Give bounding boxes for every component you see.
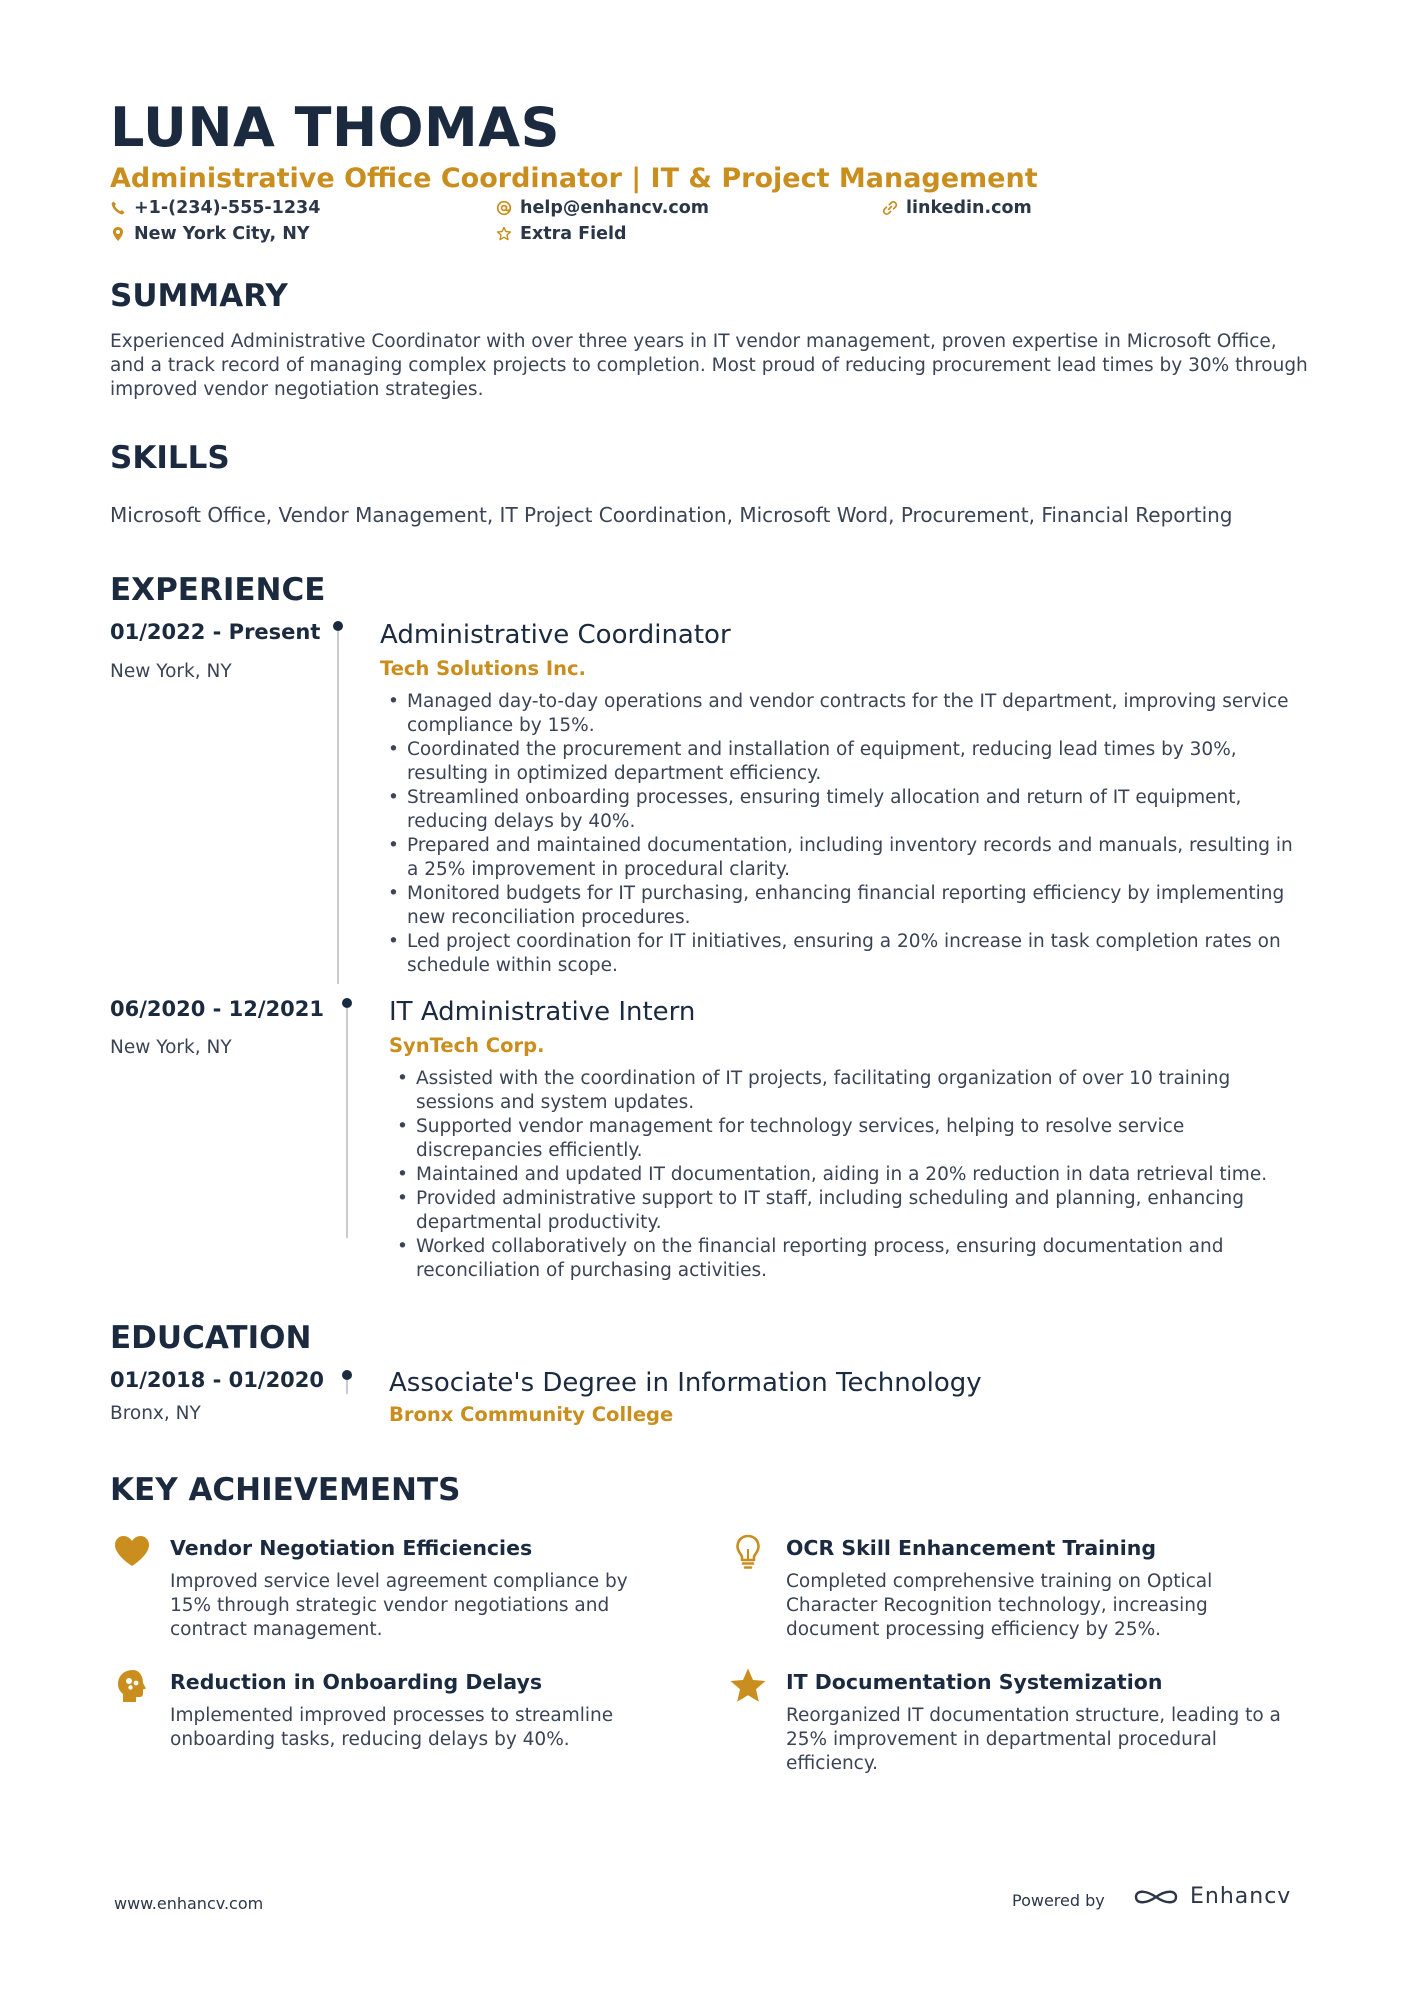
list-item: • Supported vendor management for technology services, helping to resolve service discrepancies efficiently. — [389, 1115, 1289, 1163]
job-1-dates: 01/2022 - Present — [110, 620, 321, 644]
timeline-line — [346, 1380, 348, 1394]
location-pin-icon — [110, 226, 126, 242]
job-2-company: SynTech Corp. — [389, 1034, 545, 1057]
skills-heading: SKILLS — [110, 440, 230, 476]
education-dates: 01/2018 - 01/2020 — [110, 1368, 325, 1392]
candidate-title: Administrative Office Coordinator | IT & Project Management — [110, 163, 1038, 194]
education-location: Bronx, NY — [110, 1403, 201, 1424]
list-item: • Monitored budgets for IT purchasing, enhancing financial reporting efficiency by implementing new reconciliation procedures. — [380, 882, 1300, 930]
contact-email-text: help@enhancv.com — [520, 198, 710, 218]
achievement-4-desc: Reorganized IT documentation structure, leading to a 25% improvement in departmental procedural efficiency. — [786, 1705, 1281, 1774]
phone-icon — [110, 200, 126, 216]
at-sign-icon — [496, 200, 512, 216]
contact-location — [110, 222, 310, 246]
contact-extra-text: Extra Field — [520, 224, 627, 244]
achievement-4-title: IT Documentation Systemization — [786, 1670, 1163, 1694]
list-item: • Prepared and maintained documentation, including inventory records and manuals, resulting in a 25% improvement in procedural clarity. — [380, 834, 1300, 882]
contact-location-text: New York City, NY — [134, 224, 310, 244]
link-icon — [882, 200, 898, 216]
timeline-line — [337, 631, 339, 984]
contact-linkedin-text: linkedin.com — [906, 198, 1032, 218]
footer-brand-logo[interactable] — [1132, 1882, 1291, 1912]
achievement-1-desc: Improved service level agreement compliance by 15% through strategic vendor negotiations and contract management. — [170, 1571, 628, 1640]
experience-heading: EXPERIENCE — [110, 572, 326, 608]
job-1-company: Tech Solutions Inc. — [380, 657, 586, 680]
summary-heading: SUMMARY — [110, 278, 288, 314]
contact-phone[interactable] — [110, 196, 320, 220]
achievement-2-desc: Completed comprehensive training on Optical Character Recognition technology, increasing document processing efficiency by 25%. — [786, 1571, 1213, 1640]
footer-powered-by: Powered by — [1012, 1891, 1105, 1910]
footer-brand-name: Enhancv — [1190, 1884, 1292, 1909]
list-item: • Streamlined onboarding processes, ensuring timely allocation and return of IT equipment, reducing delays by 40%. — [380, 786, 1300, 834]
education-degree: Associate's Degree in Information Technology — [389, 1368, 982, 1398]
contact-extra — [496, 222, 627, 246]
contact-email[interactable] — [496, 196, 709, 220]
lightbulb-icon — [728, 1532, 768, 1572]
achievements-heading: KEY ACHIEVEMENTS — [110, 1472, 461, 1508]
star-outline-icon — [496, 226, 512, 242]
list-item: • Led project coordination for IT initiatives, ensuring a 20% increase in task completion rates on schedule within scope. — [380, 930, 1300, 978]
timeline-dot — [333, 621, 343, 631]
heart-icon — [112, 1532, 152, 1572]
head-icon — [112, 1666, 152, 1706]
timeline-dot — [342, 1370, 352, 1380]
job-2-location: New York, NY — [110, 1037, 232, 1058]
contact-linkedin[interactable] — [882, 196, 1032, 220]
achievement-1-title: Vendor Negotiation Efficiencies — [170, 1536, 533, 1560]
timeline-dot — [342, 998, 352, 1008]
list-item: • Provided administrative support to IT staff, including scheduling and planning, enhancing departmental productivity. — [389, 1187, 1289, 1235]
candidate-name: LUNA THOMAS — [110, 96, 560, 159]
job-1-location: New York, NY — [110, 661, 232, 682]
list-item: • Worked collaboratively on the financial reporting process, ensuring documentation and reconciliation of purchasing activities. — [389, 1235, 1289, 1283]
list-item: • Coordinated the procurement and installation of equipment, reducing lead times by 30%, resulting in optimized department efficiency. — [380, 738, 1300, 786]
education-school: Bronx Community College — [389, 1403, 674, 1426]
star-icon — [728, 1666, 768, 1706]
list-item: • Maintained and updated IT documentation, aiding in a 20% reduction in data retrieval time. — [389, 1163, 1289, 1187]
education-heading: EDUCATION — [110, 1320, 312, 1356]
skills-text: Microsoft Office, Vendor Management, IT Project Coordination, Microsoft Word, Procurement, Financial Reporting — [110, 503, 1233, 527]
job-2-dates: 06/2020 - 12/2021 — [110, 997, 325, 1021]
job-1-role: Administrative Coordinator — [380, 620, 731, 650]
timeline-line — [346, 1008, 348, 1238]
enhancv-logo-icon — [1132, 1882, 1180, 1912]
job-2-bullets — [389, 1067, 1289, 1283]
job-2-role: IT Administrative Intern — [389, 997, 696, 1027]
achievement-3-title: Reduction in Onboarding Delays — [170, 1670, 543, 1694]
list-item: • Assisted with the coordination of IT projects, facilitating organization of over 10 training sessions and system updates. — [389, 1067, 1289, 1115]
achievement-3-desc: Implemented improved processes to streamline onboarding tasks, reducing delays by 40%. — [170, 1705, 614, 1750]
achievement-2-title: OCR Skill Enhancement Training — [786, 1536, 1157, 1560]
footer-website[interactable]: www.enhancv.com — [114, 1894, 264, 1913]
list-item: • Managed day-to-day operations and vendor contracts for the IT department, improving service compliance by 15%. — [380, 690, 1300, 738]
summary-text: Experienced Administrative Coordinator with over three years in IT vendor management, proven expertise in Microsoft Office, and a track record of managing complex projects to completion. Most proud of reducing procurement lead times by 30% through improved vendor negotiation strategies. — [110, 331, 1308, 400]
contact-phone-text: +1-(234)-555-1234 — [134, 198, 321, 218]
job-1-bullets — [380, 690, 1300, 978]
